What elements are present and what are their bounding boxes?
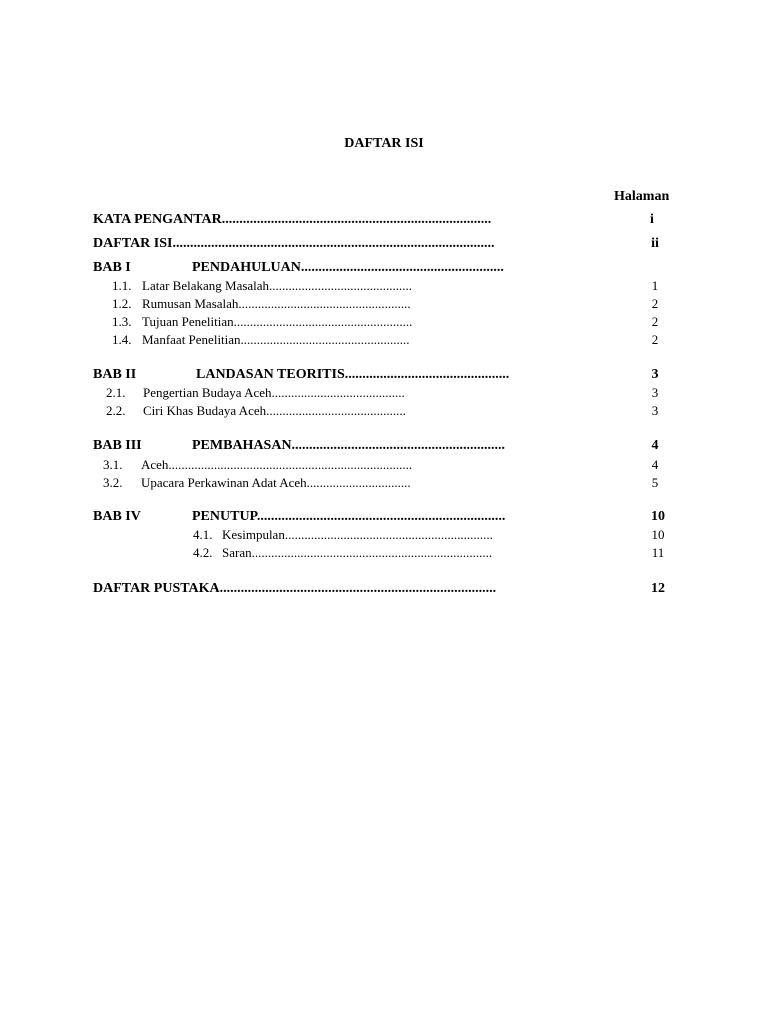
toc-page-number: 3 xyxy=(651,367,659,382)
toc-chapter-title: LANDASAN TEORITIS............................................... xyxy=(196,367,510,382)
toc-section-1-4[interactable] xyxy=(0,333,768,351)
toc-chapter-number: BAB II xyxy=(93,367,137,382)
toc-page-number: 2 xyxy=(651,314,659,329)
toc-chapter-number: BAB III xyxy=(93,438,142,453)
toc-section-number: 1.2. xyxy=(112,296,132,311)
toc-page-number: 3 xyxy=(651,403,659,418)
toc-page-number: 11 xyxy=(651,545,665,560)
toc-chapter-number: BAB I xyxy=(93,260,131,275)
halaman-header: Halaman xyxy=(614,189,670,204)
toc-section-2-2[interactable] xyxy=(0,404,768,422)
toc-section-number: 3.2. xyxy=(103,475,123,490)
toc-section-number: 2.1. xyxy=(106,385,126,400)
toc-chapter-title: PENUTUP....................................................................... xyxy=(192,509,506,524)
toc-section-number: 1.1. xyxy=(112,278,132,293)
toc-section-3-1[interactable] xyxy=(0,458,768,476)
toc-page-number: 10 xyxy=(651,509,665,524)
toc-page-number: 5 xyxy=(651,475,659,490)
toc-section-4-1[interactable] xyxy=(0,528,768,546)
toc-section-1-1[interactable] xyxy=(0,279,768,297)
toc-section-label: Upacara Perkawinan Adat Aceh................................ xyxy=(141,475,411,490)
toc-chapter-title: PENDAHULUAN.......................................................... xyxy=(192,260,504,275)
toc-section-number: 4.1. xyxy=(193,527,213,542)
toc-chapter-title: PEMBAHASAN............................................................. xyxy=(192,438,506,453)
toc-chapter-bab-1[interactable] xyxy=(0,261,768,279)
toc-section-number: 1.3. xyxy=(112,314,132,329)
toc-chapter-bab-4[interactable] xyxy=(0,510,768,528)
toc-section-number: 4.2. xyxy=(193,545,213,560)
toc-chapter-bab-2[interactable] xyxy=(0,368,768,386)
toc-entry-label: DAFTAR ISI............................................................................................ xyxy=(93,236,495,251)
toc-entry-label: DAFTAR PUSTAKA............................................................................... xyxy=(93,581,497,596)
toc-chapter-number: BAB IV xyxy=(93,509,141,524)
toc-section-number: 3.1. xyxy=(103,457,123,472)
toc-section-label: Latar Belakang Masalah............................................ xyxy=(142,278,413,293)
toc-page-number: 4 xyxy=(651,438,659,453)
toc-section-1-3[interactable] xyxy=(0,315,768,333)
toc-page-number: 1 xyxy=(651,278,659,293)
toc-section-number: 2.2. xyxy=(106,403,126,418)
toc-section-number: 1.4. xyxy=(112,332,132,347)
toc-section-1-2[interactable] xyxy=(0,297,768,315)
toc-section-label: Ciri Khas Budaya Aceh........................................... xyxy=(143,403,406,418)
toc-entry-daftar-isi[interactable] xyxy=(0,237,768,255)
toc-page-number: 2 xyxy=(651,332,659,347)
toc-page-number: 10 xyxy=(651,527,665,542)
toc-page-number: 12 xyxy=(651,581,665,596)
toc-entry-daftar-pustaka[interactable] xyxy=(0,582,768,600)
toc-page-number: 4 xyxy=(651,457,659,472)
page-title: DAFTAR ISI xyxy=(344,136,424,151)
toc-section-label: Tujuan Penelitian....................................................... xyxy=(142,314,413,329)
toc-section-4-2[interactable] xyxy=(0,546,768,564)
toc-section-label: Pengertian Budaya Aceh......................................... xyxy=(143,385,405,400)
toc-section-label: Aceh........................................................................... xyxy=(141,457,413,472)
toc-section-2-1[interactable] xyxy=(0,386,768,404)
toc-chapter-bab-3[interactable] xyxy=(0,439,768,457)
toc-section-label: Manfaat Penelitian.................................................... xyxy=(142,332,410,347)
toc-entry-kata-pengantar[interactable] xyxy=(0,213,768,231)
toc-section-label: Rumusan Masalah..................................................... xyxy=(142,296,411,311)
toc-entry-label: KATA PENGANTAR............................................................................. xyxy=(93,212,492,227)
toc-page-number: i xyxy=(650,212,654,227)
toc-section-3-2[interactable] xyxy=(0,476,768,494)
toc-page-number: ii xyxy=(651,236,659,251)
toc-page-number: 3 xyxy=(651,385,659,400)
toc-page-number: 2 xyxy=(651,296,659,311)
toc-section-label: Saran.......................................................................... xyxy=(222,545,493,560)
toc-section-label: Kesimpulan................................................................ xyxy=(222,527,493,542)
